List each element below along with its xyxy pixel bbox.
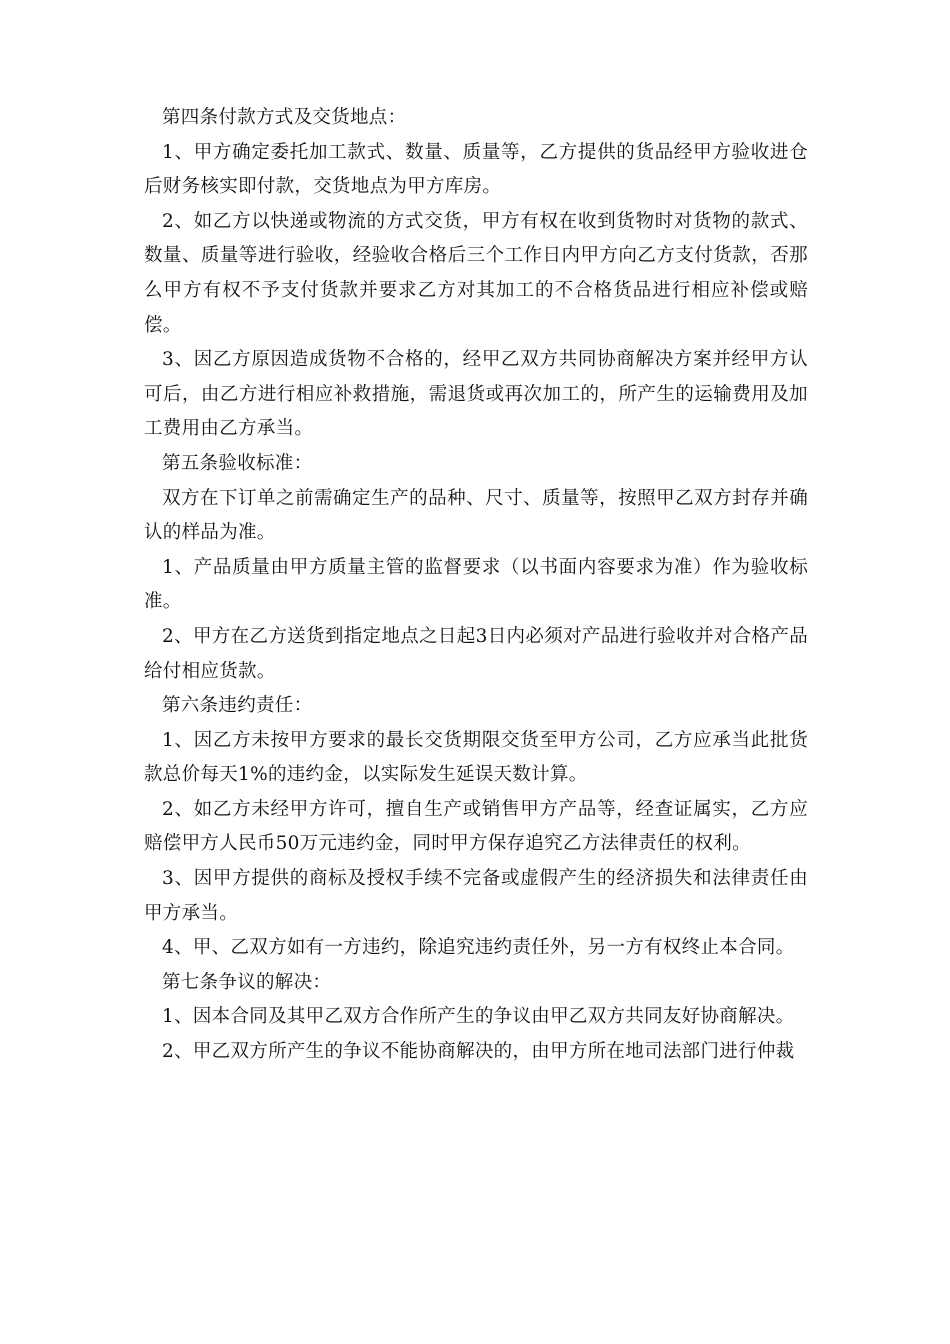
paragraph-article-5-item-1: 1、产品质量由甲方质量主管的监督要求（以书面内容要求为准）作为验收标准。 <box>144 556 808 613</box>
document-body <box>144 101 808 1070</box>
paragraph-article-5-intro: 双方在下订单之前需确定生产的品种、尺寸、质量等，按照甲乙双方封存并确认的样品为准。 <box>144 487 808 544</box>
paragraph-article-5-item-2: 2、甲方在乙方送货到指定地点之日起3日内必须对产品进行验收并对合格产品给付相应货款。 <box>144 625 808 682</box>
section-heading-article-6: 第六条违约责任： <box>162 695 313 717</box>
section-heading-article-5: 第五条验收标准： <box>162 452 313 474</box>
paragraph-article-4-item-3: 3、因乙方原因造成货物不合格的，经甲乙双方共同协商解决方案并经甲方认可后，由乙方进行相应补救措施，需退货或再次加工的，所产生的运输费用及加工费用由乙方承当。 <box>144 349 808 440</box>
paragraph-article-4-item-1: 1、甲方确定委托加工款式、数量、质量等，乙方提供的货品经甲方验收进仓后财务核实即付款，交货地点为甲方库房。 <box>144 141 808 198</box>
section-heading-article-7: 第七条争议的解决： <box>162 971 332 993</box>
paragraph-article-6-item-2: 2、如乙方未经甲方许可，擅自生产或销售甲方产品等，经查证属实，乙方应赔偿甲方人民币50万元违约金，同时甲方保存追究乙方法律责任的权利。 <box>144 798 808 855</box>
paragraph-article-7-item-1: 1、因本合同及其甲乙双方合作所产生的争议由甲乙双方共同友好协商解决。 <box>162 1006 795 1028</box>
paragraph-article-6-item-1: 1、因乙方未按甲方要求的最长交货期限交货至甲方公司，乙方应承当此批货款总价每天1%的违约金，以实际发生延误天数计算。 <box>144 729 808 786</box>
section-heading-article-4: 第四条付款方式及交货地点： <box>162 107 407 128</box>
paragraph-article-6-item-4: 4、甲、乙双方如有一方违约，除追究违约责任外，另一方有权终止本合同。 <box>162 937 795 959</box>
paragraph-article-7-item-2: 2、甲乙双方所产生的争议不能协商解决的，由甲方所在地司法部门进行仲裁 <box>162 1041 795 1063</box>
paragraph-article-4-item-2: 2、如乙方以快递或物流的方式交货，甲方有权在收到货物时对货物的款式、数量、质量等进行验收，经验收合格后三个工作日内甲方向乙方支付货款，否那么甲方有权不予支付货款并要求乙方对其加工的不合格货品进行相应补偿或赔偿。 <box>144 210 808 336</box>
paragraph-article-6-item-3: 3、因甲方提供的商标及授权手续不完备或虚假产生的经济损失和法律责任由甲方承当。 <box>144 868 808 924</box>
